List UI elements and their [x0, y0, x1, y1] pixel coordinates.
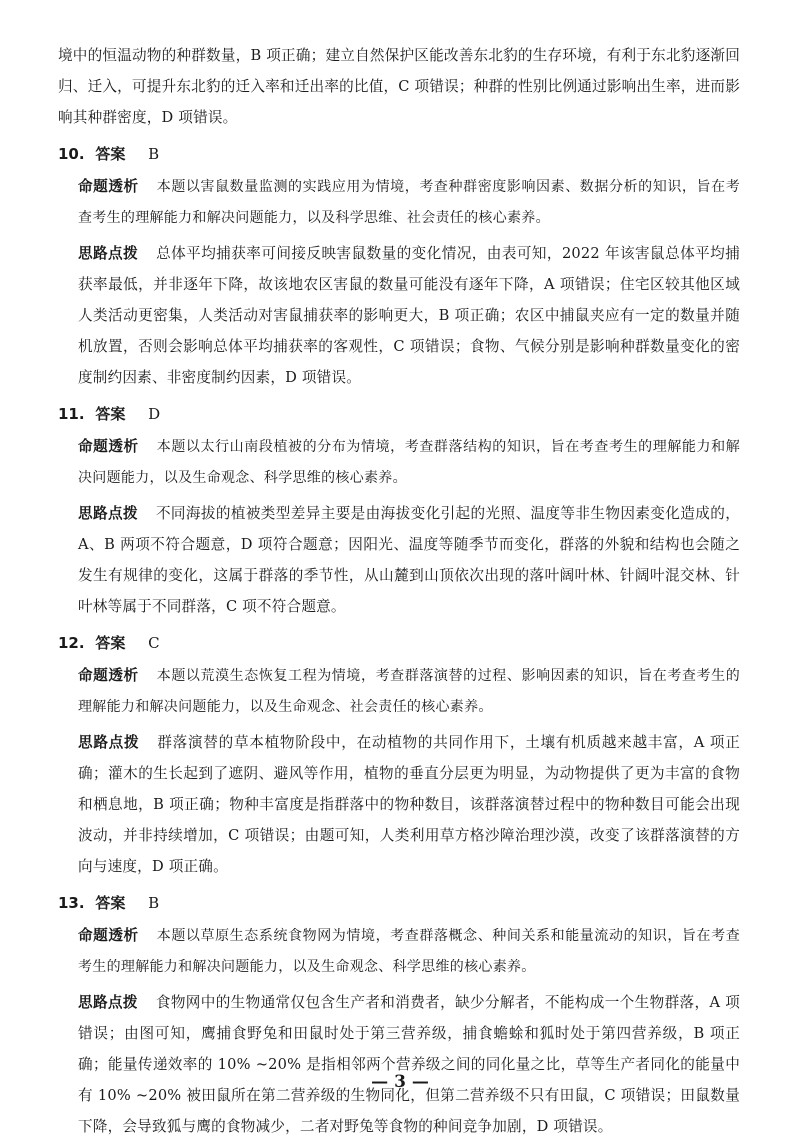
tips-label: 思路点拨 [78, 994, 138, 1011]
continuation-paragraph: 境中的恒温动物的种群数量，B 项正确；建立自然保护区能改善东北豹的生存环境，有利于东北豹逐渐回归、迁入，可提升东北豹的迁入率和迁出率的比值，C 项错误；种群的性别比例通过影响出生率，进而影响其种群密度，D 项错误。 [58, 47, 740, 126]
analysis-label: 命题透析 [78, 178, 139, 195]
answer-value: B [148, 145, 160, 163]
answer-value: B [148, 894, 160, 912]
question-number: 11. [58, 405, 85, 423]
analysis-block [78, 431, 740, 494]
tips-label: 思路点拨 [78, 245, 139, 262]
answer-label: 答案 [95, 405, 126, 423]
analysis-text: 本题以荒漠生态恢复工程为情境，考查群落演替的过程、影响因素的知识，旨在考查考生的理解能力和解决问题能力，以及生命观念、社会责任的核心素养。 [78, 668, 740, 715]
answer-value: D [148, 405, 161, 423]
tips-block [78, 987, 740, 1142]
analysis-label: 命题透析 [78, 438, 139, 455]
analysis-block [78, 171, 740, 234]
question-header [58, 888, 740, 918]
tips-text: 群落演替的草本植物阶段中，在动植物的共同作用下，土壤有机质越来越丰富，A 项正确；灌木的生长起到了遮阴、避风等作用，植物的垂直分层更为明显，为动物提供了更为丰富的食物和栖息地，B 项正确；物种丰富度是指群落中的物种数目，该群落演替过程中的物种数目可能会出现波动，并非持续增加，C 项错误；由题可知，人类利用草方格沙障治理沙漠，改变了该群落演替的方向与速度，D 项正确。 [78, 734, 740, 875]
tips-text: 食物网中的生物通常仅包含生产者和消费者，缺少分解者，不能构成一个生物群落，A 项错误；由图可知，鹰捕食野兔和田鼠时处于第三营养级，捕食蟾蜍和狐时处于第四营养级，B 项正确；能量传递效率的 10% ~20% 是指相邻两个营养级之间的同化量之比，草等生产者同化的能量中有 10% ~20% 被田鼠所在第二营养级的生物同化，但第二营养级不只有田鼠，C 项错误；田鼠数量下降，会导致狐与鹰的食物减少，二者对野兔等食物的种间竞争加剧，D 项错误。 [78, 994, 740, 1135]
analysis-block [78, 920, 740, 983]
question-number: 13. [58, 894, 85, 912]
tips-block [78, 498, 740, 622]
tips-label: 思路点拨 [78, 734, 140, 751]
question-header [58, 139, 740, 169]
page-number: — 3 — [371, 1072, 429, 1092]
question-10 [58, 139, 740, 393]
answer-value: C [148, 634, 160, 652]
question-number: 12. [58, 634, 85, 652]
question-header [58, 628, 740, 658]
tips-text: 不同海拔的植被类型差异主要是由海拔变化引起的光照、温度等非生物因素变化造成的，A、B 两项不符合题意，D 项符合题意；因阳光、温度等随季节而变化，群落的外貌和结构也会随之发生有规律的变化，这属于群落的季节性，从山麓到山顶依次出现的落叶阔叶林、针阔叶混交林、针叶林等属于不同群落，C 项不符合题意。 [78, 505, 740, 615]
question-11 [58, 399, 740, 622]
analysis-text: 本题以害鼠数量监测的实践应用为情境，考查种群密度影响因素、数据分析的知识，旨在考查考生的理解能力和解决问题能力，以及科学思维、社会责任的核心素养。 [78, 179, 740, 226]
analysis-text: 本题以草原生态系统食物网为情境，考查群落概念、种间关系和能量流动的知识，旨在考查考生的理解能力和解决问题能力，以及生命观念、科学思维的核心素养。 [78, 928, 740, 975]
question-12 [58, 628, 740, 882]
question-number: 10. [58, 145, 85, 163]
tips-block [78, 238, 740, 393]
answer-label: 答案 [95, 145, 126, 163]
question-header [58, 399, 740, 429]
analysis-label: 命题透析 [78, 927, 139, 944]
analysis-block [78, 660, 740, 723]
answer-label: 答案 [95, 634, 126, 652]
tips-block [78, 727, 740, 882]
tips-label: 思路点拨 [78, 505, 138, 522]
answer-label: 答案 [95, 894, 126, 912]
tips-text: 总体平均捕获率可间接反映害鼠数量的变化情况，由表可知，2022 年该害鼠总体平均捕获率最低，并非逐年下降，故该地农区害鼠的数量可能没有逐年下降，A 项错误；住宅区较其他区域人类活动更密集，人类活动对害鼠捕获率的影响更大，B 项正确；农区中捕鼠夹应有一定的数量并随机放置，否则会影响总体平均捕获率的客观性，C 项错误；食物、气候分别是影响种群数量变化的密度制约因素、非密度制约因素，D 项错误。 [78, 245, 740, 386]
analysis-text: 本题以太行山南段植被的分布为情境，考查群落结构的知识，旨在考查考生的理解能力和解决问题能力，以及生命观念、科学思维的核心素养。 [78, 439, 740, 486]
analysis-label: 命题透析 [78, 667, 139, 684]
question-13 [58, 888, 740, 1142]
